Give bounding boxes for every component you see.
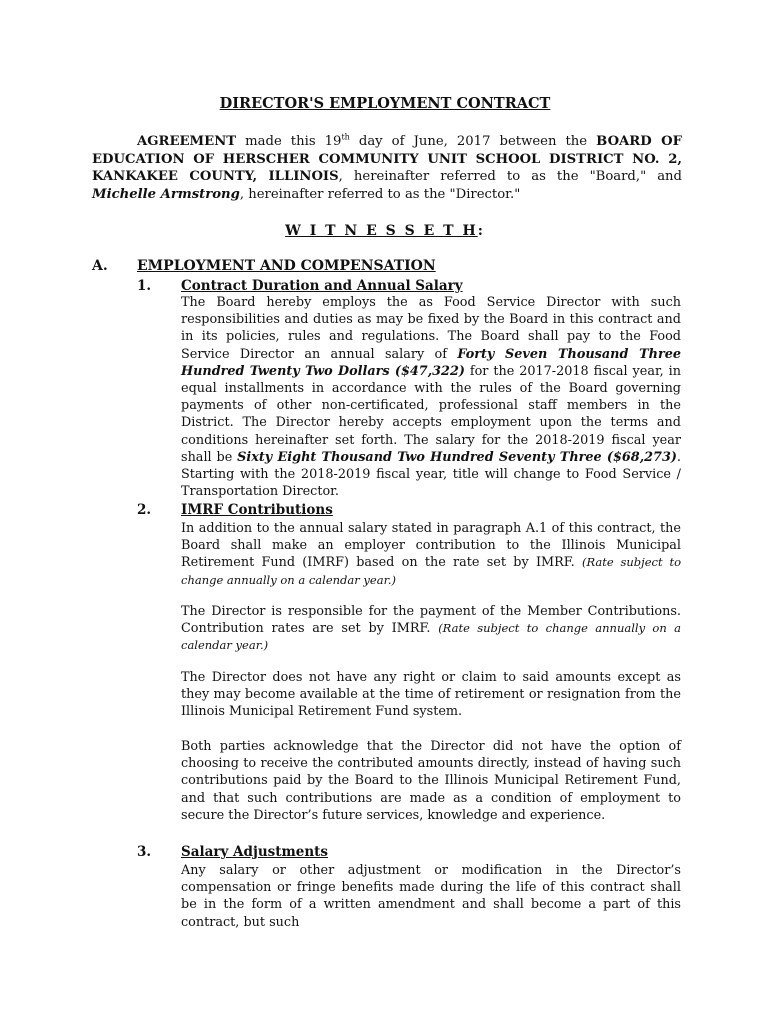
item-2-paragraph-1 xyxy=(181,520,681,589)
item-2-paragraph-2 xyxy=(181,603,681,655)
item-2-heading: IMRF Contributions xyxy=(181,502,333,518)
board-name: BOARD OF EDUCATION OF HERSCHER COMMUNITY UNIT SCHOOL DISTRICT NO. 2, KANKAKEE COUNTY, ILLINOIS xyxy=(92,134,682,184)
item-1-text-b: for the 2017-2018 fiscal year, in equal installments in accordance with the rules of the Board governing payments of other non-certificated, professional staff members in the District. The Director hereby accepts employment upon the terms and conditions hereinafter set forth. The salary for the 2018-2019 fiscal year shall be xyxy=(181,363,681,465)
item-2-note-2: (Rate subject to change annually on a calendar year.) xyxy=(181,621,681,653)
item-3-heading: Salary Adjustments xyxy=(181,844,329,860)
witnesseth-text: W I T N E S S E T H xyxy=(285,223,478,239)
item-3-number: 3. xyxy=(137,844,152,860)
item-1-heading: Contract Duration and Annual Salary xyxy=(181,278,463,294)
item-2-paragraph-4: Both parties acknowledge that the Director did not have the option of choosing to receive the contributed amounts directly, instead of having such contributions paid by the Board to the Illinois Municipal Retirement Fund, and that such contributions are made as a condition of employment to secure the Director’s future services, knowledge and experience. xyxy=(181,739,681,823)
intro-made-this: made this 19 xyxy=(236,134,342,149)
item-1-text-c: . Starting with the 2018-2019 fiscal year, title will change to Food Service / Transportation Director. xyxy=(181,449,681,500)
item-3-paragraph: Any salary or other adjustment or modification in the Director’s compensation or fringe benefits made during the life of this contract shall be in the form of a written amendment and shall become a part of this contract, but such xyxy=(181,863,681,930)
director-name: Michelle Armstrong xyxy=(92,186,240,202)
board-ref: , hereinafter referred to as the "Board," and xyxy=(338,169,682,184)
item-2-text-2: The Director is responsible for the payment of the Member Contributions. Contribution rates are set by IMRF. xyxy=(181,604,681,637)
intro-paragraph xyxy=(92,133,682,203)
director-ref: , hereinafter referred to as the "Director." xyxy=(239,186,521,202)
item-2-text-1: In addition to the annual salary stated in paragraph A.1 of this contract, the Board shall make an employer contribution to the Illinois Municipal Retirement Fund (IMRF) based on the rate set by IMRF. xyxy=(181,521,681,571)
salary-2017: Forty Seven Thousand Three Hundred Twenty Two Dollars ($47,322) xyxy=(181,346,681,379)
salary-2018: Sixty Eight Thousand Two Hundred Seventy Three ($68,273) xyxy=(237,449,677,465)
intro-date-rest: day of June, 2017 between the xyxy=(349,134,597,149)
witnesseth-colon: : xyxy=(477,223,485,239)
item-1-text-a: The Board hereby employs the as Food Service Director with such responsibilities and duties as may be fixed by the Board in this contract and in its policies, rules and regulations. The Board shall pay to the Food Service Director an annual salary of xyxy=(181,295,681,362)
agreement-word: AGREEMENT xyxy=(137,134,237,149)
item-1-number: 1. xyxy=(137,278,152,294)
contract-title: DIRECTOR'S EMPLOYMENT CONTRACT xyxy=(219,95,551,112)
section-a-title: EMPLOYMENT AND COMPENSATION xyxy=(137,258,436,274)
intro-day-sup: th xyxy=(341,132,350,142)
item-2-number: 2. xyxy=(137,502,152,518)
item-2-note-1: (Rate subject to change annually on a calendar year.) xyxy=(181,555,681,587)
item-1-paragraph xyxy=(181,294,681,500)
witnesseth-heading xyxy=(0,223,770,239)
item-2-paragraph-3: The Director does not have any right or claim to said amounts except as they may become available at the time of retirement or resignation from the Illinois Municipal Retirement Fund system. xyxy=(181,670,681,720)
section-a-letter: A. xyxy=(92,258,108,274)
